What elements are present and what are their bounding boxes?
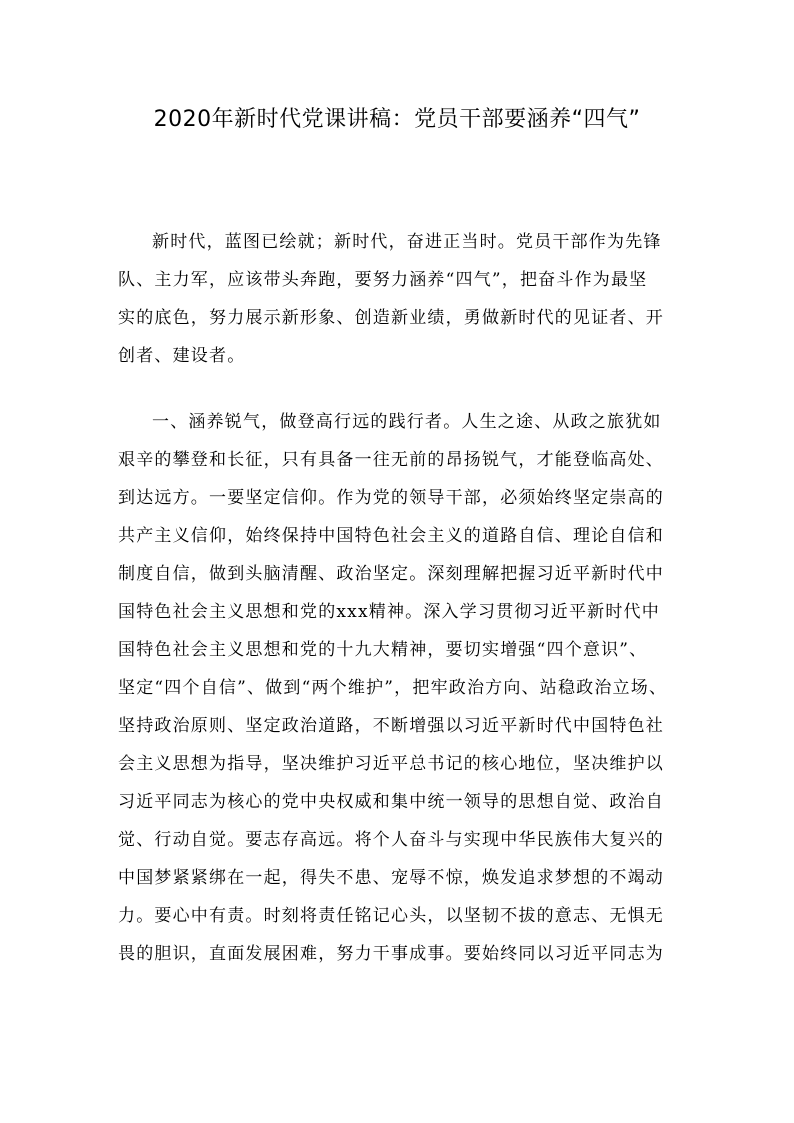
paragraph-2-line: 共产主义信仰，始终保持中国特色社会主义的道路自信、理论自信和 bbox=[118, 526, 664, 546]
paragraph-1-line: 实的底色，努力展示新形象、创造新业绩，勇做新时代的见证者、开 bbox=[118, 308, 664, 328]
paragraph-2-line: 艰辛的攀登和长征，只有具备一往无前的昂扬锐气，才能登临高处、 bbox=[118, 450, 664, 470]
paragraph-2-line: 会主义思想为指导，坚决维护习近平总书记的核心地位，坚决维护以 bbox=[118, 754, 664, 774]
paragraph-2-line: 觉、行动自觉。要志存高远。将个人奋斗与实现中华民族伟大复兴的 bbox=[118, 830, 664, 850]
document-title: 2020年新时代党课讲稿：党员干部要涵养“四气” bbox=[153, 107, 641, 132]
paragraph-1-line: 队、主力军，应该带头奔跑，要努力涵养“四气”，把奋斗作为最坚 bbox=[118, 270, 648, 290]
paragraph-2-line: 畏的胆识，直面发展困难，努力干事成事。要始终同以习近平同志为 bbox=[118, 944, 664, 964]
paragraph-2-line: 一、涵养锐气，做登高行远的践行者。人生之途、从政之旅犹如 bbox=[152, 412, 662, 432]
paragraph-1-line: 新时代，蓝图已绘就；新时代，奋进正当时。党员干部作为先锋 bbox=[152, 232, 662, 252]
paragraph-2-line: 制度自信，做到头脑清醒、政治坚定。深刻理解把握习近平新时代中 bbox=[118, 564, 664, 584]
paragraph-2-line: 中国梦紧紧绑在一起，得失不患、宠辱不惊，焕发追求梦想的不竭动 bbox=[118, 868, 664, 888]
paragraph-1-line: 创者、建设者。 bbox=[118, 346, 246, 366]
paragraph-2-line: 国特色社会主义思想和党的十九大精神，要切实增强“四个意识”、 bbox=[118, 640, 648, 660]
paragraph-2-line: 力。要心中有责。时刻将责任铭记心头，以坚韧不拔的意志、无惧无 bbox=[118, 906, 664, 926]
paragraph-2-line: 习近平同志为核心的党中央权威和集中统一领导的思想自觉、政治自 bbox=[118, 792, 664, 812]
paragraph-2-line: 坚持政治原则、坚定政治道路，不断增强以习近平新时代中国特色社 bbox=[118, 716, 664, 736]
paragraph-2-line: 到达远方。一要坚定信仰。作为党的领导干部，必须始终坚定崇高的 bbox=[118, 488, 664, 508]
paragraph-2-line: 国特色社会主义思想和党的xxx精神。深入学习贯彻习近平新时代中 bbox=[118, 602, 660, 622]
paragraph-2-line: 坚定“四个自信”、做到“两个维护”，把牢政治方向、站稳政治立场、 bbox=[118, 678, 668, 698]
